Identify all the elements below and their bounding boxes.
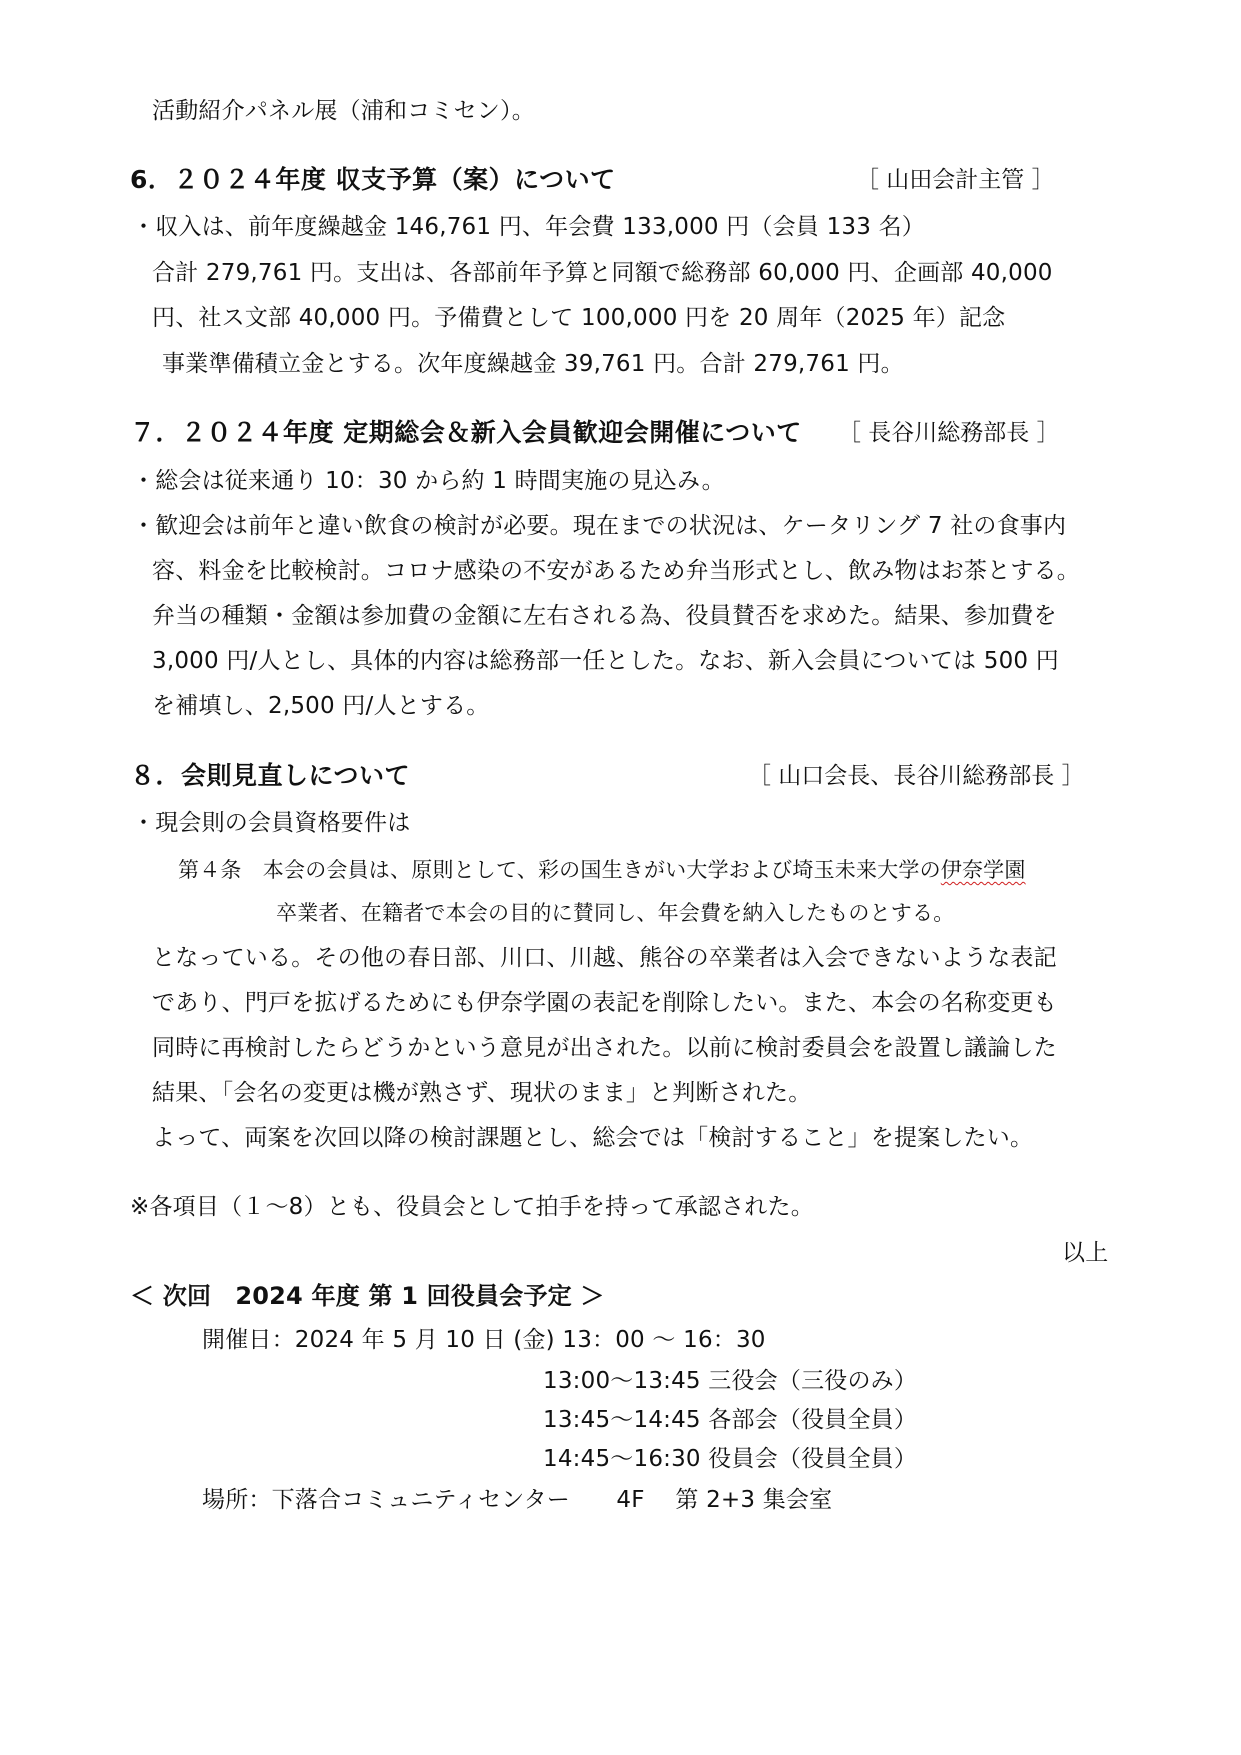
section-8-line: 結果、「会名の変更は機が熟さず、現状のまま」と判断された。 [152,1080,812,1106]
section-6-line: 事業準備積立金とする。次年度繰越金 39,761 円。合計 279,761 円。 [162,351,904,377]
section-6-line: ・収入は、前年度繰越金 146,761 円、年会費 133,000 円（会員 133 名） [132,214,925,240]
next-meeting-place: 場所：下落合コミュニティセンター 4F 第 2+3 集会室 [202,1487,833,1513]
section-8-line: であり、門戸を拡げるためにも伊奈学園の表記を削除したい。また、本会の名称変更も [152,990,1057,1016]
article-4-text: 第４条 本会の会員は、原則として、彩の国生きがい大学および埼玉未来大学の [178,858,941,882]
intro-line: 活動紹介パネル展（浦和コミセン）。 [152,98,535,124]
schedule-item: 13:00～13:45 三役会（三役のみ） [543,1368,918,1394]
section-8-line: ・現会則の会員資格要件は [132,810,411,836]
section-8-line: よって、両案を次回以降の検討課題とし、総会では「検討すること」を提案したい。 [152,1125,1034,1151]
schedule-item: 14:45～16:30 役員会（役員全員） [543,1446,918,1472]
section-6-heading: 6．２０２４年度 収支予算（案）について [130,165,616,194]
article-4-line [178,855,1026,885]
section-7-line: を補填し、2,500 円/人とする。 [152,693,490,719]
closing-word: 以上 [1062,1240,1109,1266]
section-6-line: 合計 279,761 円。支出は、各部前年予算と同額で総務部 60,000 円、企画部 40,000 [152,260,1053,286]
section-6-line: 円、社ス文部 40,000 円。予備費として 100,000 円を 20 周年（2025 年）記念 [152,305,1006,331]
section-7-responsible: ［ 長谷川総務部長 ］ [838,420,1060,446]
article-4-line2: 卒業者、在籍者で本会の目的に賛同し、年会費を納入したものとする。 [276,901,955,925]
section-7-line: 容、料金を比較検討。コロナ感染の不安があるため弁当形式とし、飲み物はお茶とする。 [152,558,1080,584]
section-8-responsible: ［ 山口会長、長谷川総務部長 ］ [748,763,1085,789]
section-7-line: 弁当の種類・金額は参加費の金額に左右される為、役員賛否を求めた。結果、参加費を [152,603,1057,629]
section-7-heading: ７．２０２４年度 定期総会＆新入会員歓迎会開催について [130,418,802,447]
section-8-line: となっている。その他の春日部、川口、川越、熊谷の卒業者は入会できないような表記 [152,945,1057,971]
section-7-line: ・歓迎会は前年と違い飲食の検討が必要。現在までの状況は、ケータリング 7 社の食事内 [132,513,1067,539]
approval-note: ※各項目（１～8）とも、役員会として拍手を持って承認された。 [130,1194,814,1220]
section-8-heading: ８．会則見直しについて [130,761,411,790]
section-7-line: 3,000 円/人とし、具体的内容は総務部一任とした。なお、新入会員については 500 円 [152,648,1059,674]
section-7-line: ・総会は従来通り 10：30 から約 1 時間実施の見込み。 [132,468,725,494]
section-8-line: 同時に再検討したらどうかという意見が出された。以前に検討委員会を設置し議論した [152,1035,1057,1061]
next-meeting-title: ＜ 次回 2024 年度 第 1 回役員会予定 ＞ [130,1282,605,1310]
next-meeting-date: 開催日：2024 年 5 月 10 日 (金) 13：00 ～ 16：30 [202,1327,766,1353]
schedule-item: 13:45～14:45 各部会（役員全員） [543,1407,918,1433]
section-6-responsible: ［ 山田会計主管 ］ [856,167,1055,193]
article-4-underlined: 伊奈学園 [940,858,1026,882]
